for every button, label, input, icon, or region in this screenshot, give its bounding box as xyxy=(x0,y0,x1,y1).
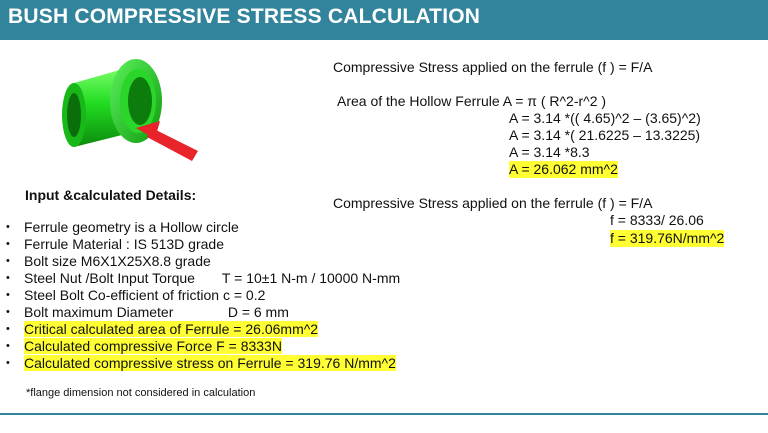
area-formula-label: Area of the Hollow Ferrule A = π ( R^2-r^2 ) xyxy=(337,93,607,109)
list-item-text: Steel Bolt Co-efficient of friction c = 0.2 xyxy=(24,287,266,303)
bush-illustration xyxy=(52,55,222,170)
stress-result: f = 319.76N/mm^2 xyxy=(610,230,725,246)
list-item xyxy=(6,304,400,321)
list-item-text: Ferrule Material : IS 513D grade xyxy=(24,236,224,252)
list-item xyxy=(6,236,400,253)
bullet-icon: • xyxy=(6,238,10,250)
list-item xyxy=(6,321,400,338)
area-result: A = 26.062 mm^2 xyxy=(509,161,618,177)
bullet-icon: • xyxy=(6,289,10,301)
list-item-text: Steel Nut /Bolt Input Torque T = 10±1 N-m / 10000 N-mm xyxy=(24,270,401,286)
bullet-icon: • xyxy=(6,340,10,352)
list-item-text: Bolt maximum Diameter D = 6 mm xyxy=(24,304,289,320)
details-list xyxy=(6,219,400,372)
stress-step: f = 8333/ 26.06 xyxy=(610,212,704,228)
bottom-divider xyxy=(0,413,768,415)
list-item xyxy=(6,253,400,270)
area-step-3: A = 3.14 *8.3 xyxy=(509,144,590,160)
page-title: BUSH COMPRESSIVE STRESS CALCULATION xyxy=(8,5,481,28)
footnote: *flange dimension not considered in calculation xyxy=(26,387,256,399)
list-item-text-highlighted: Calculated compressive stress on Ferrule = 319.76 N/mm^2 xyxy=(24,355,396,371)
bullet-icon: • xyxy=(6,323,10,335)
bullet-icon: • xyxy=(6,357,10,369)
list-item-text: Ferrule geometry is a Hollow circle xyxy=(24,219,239,235)
bullet-icon: • xyxy=(6,255,10,267)
formula-compressive-stress: Compressive Stress applied on the ferrule (f ) = F/A xyxy=(333,59,653,75)
title-bar xyxy=(0,0,768,40)
list-item xyxy=(6,287,400,304)
red-arrow-icon xyxy=(136,121,198,161)
bullet-icon: • xyxy=(6,272,10,284)
list-item-text-highlighted: Critical calculated area of Ferrule = 26.06mm^2 xyxy=(24,321,319,337)
list-item xyxy=(6,338,400,355)
list-item-text: Bolt size M6X1X25X8.8 grade xyxy=(24,253,211,269)
area-step-2: A = 3.14 *( 21.6225 – 13.3225) xyxy=(509,127,701,143)
area-step-1: A = 3.14 *(( 4.65)^2 – (3.65)^2) xyxy=(509,110,701,126)
list-item xyxy=(6,355,400,372)
list-item xyxy=(6,270,400,287)
input-heading: Input &calculated Details: xyxy=(25,187,197,203)
list-item xyxy=(6,219,400,236)
list-item-text-highlighted: Calculated compressive Force F = 8333N xyxy=(24,338,282,354)
bullet-icon: • xyxy=(6,306,10,318)
bullet-icon: • xyxy=(6,221,10,233)
formula-compressive-stress-2: Compressive Stress applied on the ferrule (f ) = F/A xyxy=(333,195,653,211)
